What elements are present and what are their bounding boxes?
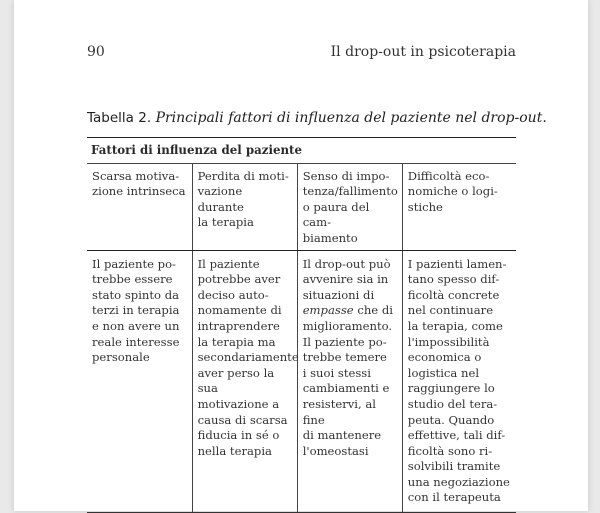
caption-label: Tabella 2. [87, 110, 152, 126]
column-header-motivation-loss: Perdita di moti- vazione durante la terapia [192, 163, 297, 250]
page-number: 90 [87, 44, 105, 60]
table-row [87, 250, 516, 513]
column-header-row [87, 163, 516, 250]
column-header-helplessness: Senso di impo- tenza/fallimento o paura del cam- biamento [297, 163, 402, 250]
cell-motivation: Il paziente po- trebbe essere stato spinto da terzi in terapia e non avere un reale interesse personale [87, 250, 192, 513]
emphasized-word: empasse [302, 303, 354, 318]
running-title: Il drop-out in psicoterapia [330, 44, 516, 60]
caption-text: Principali fattori di influenza del paziente nel drop-out. [155, 110, 547, 126]
book-page [14, 0, 588, 511]
cell-helplessness: Il drop-out può avvenire sia in situazioni di empasse che di miglioramento. Il paziente po- trebbe temere i suoi stessi cambiamenti e resistervi, al fine di mantenere l'omeostasi [297, 250, 402, 513]
table-caption [87, 110, 547, 126]
table-group-header: Fattori di influenza del paziente [87, 138, 516, 164]
factors-table [87, 137, 516, 513]
cell-motivation-loss: Il paziente potrebbe aver deciso auto- nomamente di intraprendere la terapia ma secondariamente aver perso la sua motivazione a causa di scarsa fiducia in sé o nella terapia [192, 250, 297, 513]
column-header-motivation: Scarsa motiva- zione intrinseca [87, 163, 192, 250]
cell-economic: I pazienti lamen- tano spesso dif- ficoltà concrete nel continuare la terapia, come l'impossibilità economica o logistica nel raggiungere lo studio del tera- peuta. Quando effettive, tali dif- ficoltà sono ri- solvibili tramite una negoziazione con il terapeuta [402, 250, 516, 513]
column-header-economic: Difficoltà eco- nomiche o logi- stiche [402, 163, 516, 250]
